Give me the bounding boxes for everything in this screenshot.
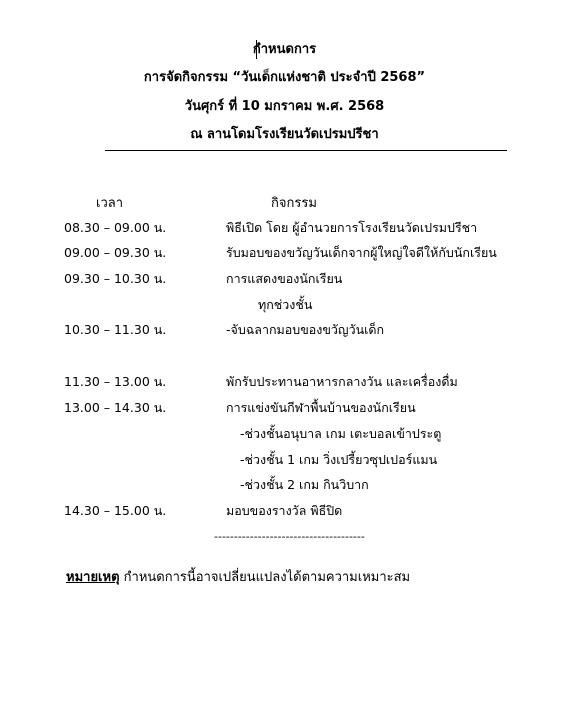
doc-title: กำหนดการ — [252, 42, 317, 57]
schedule-activity: รับมอบของขวัญวันเด็กจากผู้ใหญ่ใจดีให้กับนักเรียน — [226, 245, 497, 260]
schedule-time: 09.30 – 10.30 น. — [64, 271, 167, 286]
schedule-time: 13.00 – 14.30 น. — [64, 400, 167, 415]
schedule-activity-sub: -ช่วงชั้น 1 เกม วิ่งเปรี้ยวซุปเปอร์แมน — [240, 452, 438, 467]
schedule-time: 10.30 – 11.30 น. — [64, 322, 167, 337]
event-date: วันศุกร์ ที่ 10 มกราคม พ.ศ. 2568 — [184, 99, 385, 114]
schedule-activity: มอบของรางวัล พิธีปิด — [226, 503, 343, 518]
schedule-activity-sub: -ช่วงชั้น 2 เกม กินวิบาก — [240, 477, 369, 492]
dashed-separator: -------------------------------------- — [214, 530, 365, 543]
schedule-activity: การแสดงของนักเรียน — [226, 271, 343, 286]
schedule-time: 14.30 – 15.00 น. — [64, 503, 167, 518]
column-header-time: เวลา — [96, 196, 124, 211]
event-name: การจัดกิจกรรม “วันเด็กแห่งชาติ ประจำปี 2568” — [143, 70, 426, 85]
event-venue: ณ ลานโดมโรงเรียนวัดเปรมปรีชา — [190, 127, 379, 142]
note — [66, 570, 410, 586]
schedule-time: 11.30 – 13.00 น. — [64, 374, 167, 389]
note-text: กำหนดการนี้อาจเปลี่ยนแปลงได้ตามความเหมาะสม — [119, 570, 411, 585]
note-label: หมายเหตุ — [66, 570, 120, 585]
schedule-activity: พิธีเปิด โดย ผู้อำนวยการโรงเรียนวัดเปรมปรีชา — [226, 220, 478, 235]
schedule-time: 09.00 – 09.30 น. — [64, 245, 167, 260]
schedule-activity: พักรับประทานอาหารกลางวัน และเครื่องดื่ม — [226, 374, 458, 389]
schedule-activity-sub: -ช่วงชั้นอนุบาล เกม เตะบอลเข้าประตู — [240, 426, 442, 441]
schedule-activity: -จับฉลากมอบของขวัญวันเด็ก — [226, 322, 385, 337]
column-header-activity: กิจกรรม — [271, 196, 317, 211]
schedule-activity-sub: ทุกช่วงชั้น — [258, 297, 313, 312]
schedule-time: 08.30 – 09.00 น. — [64, 220, 167, 235]
header-divider — [105, 150, 507, 151]
schedule-activity: การแข่งขันกีฬาพื้นบ้านของนักเรียน — [226, 400, 416, 415]
